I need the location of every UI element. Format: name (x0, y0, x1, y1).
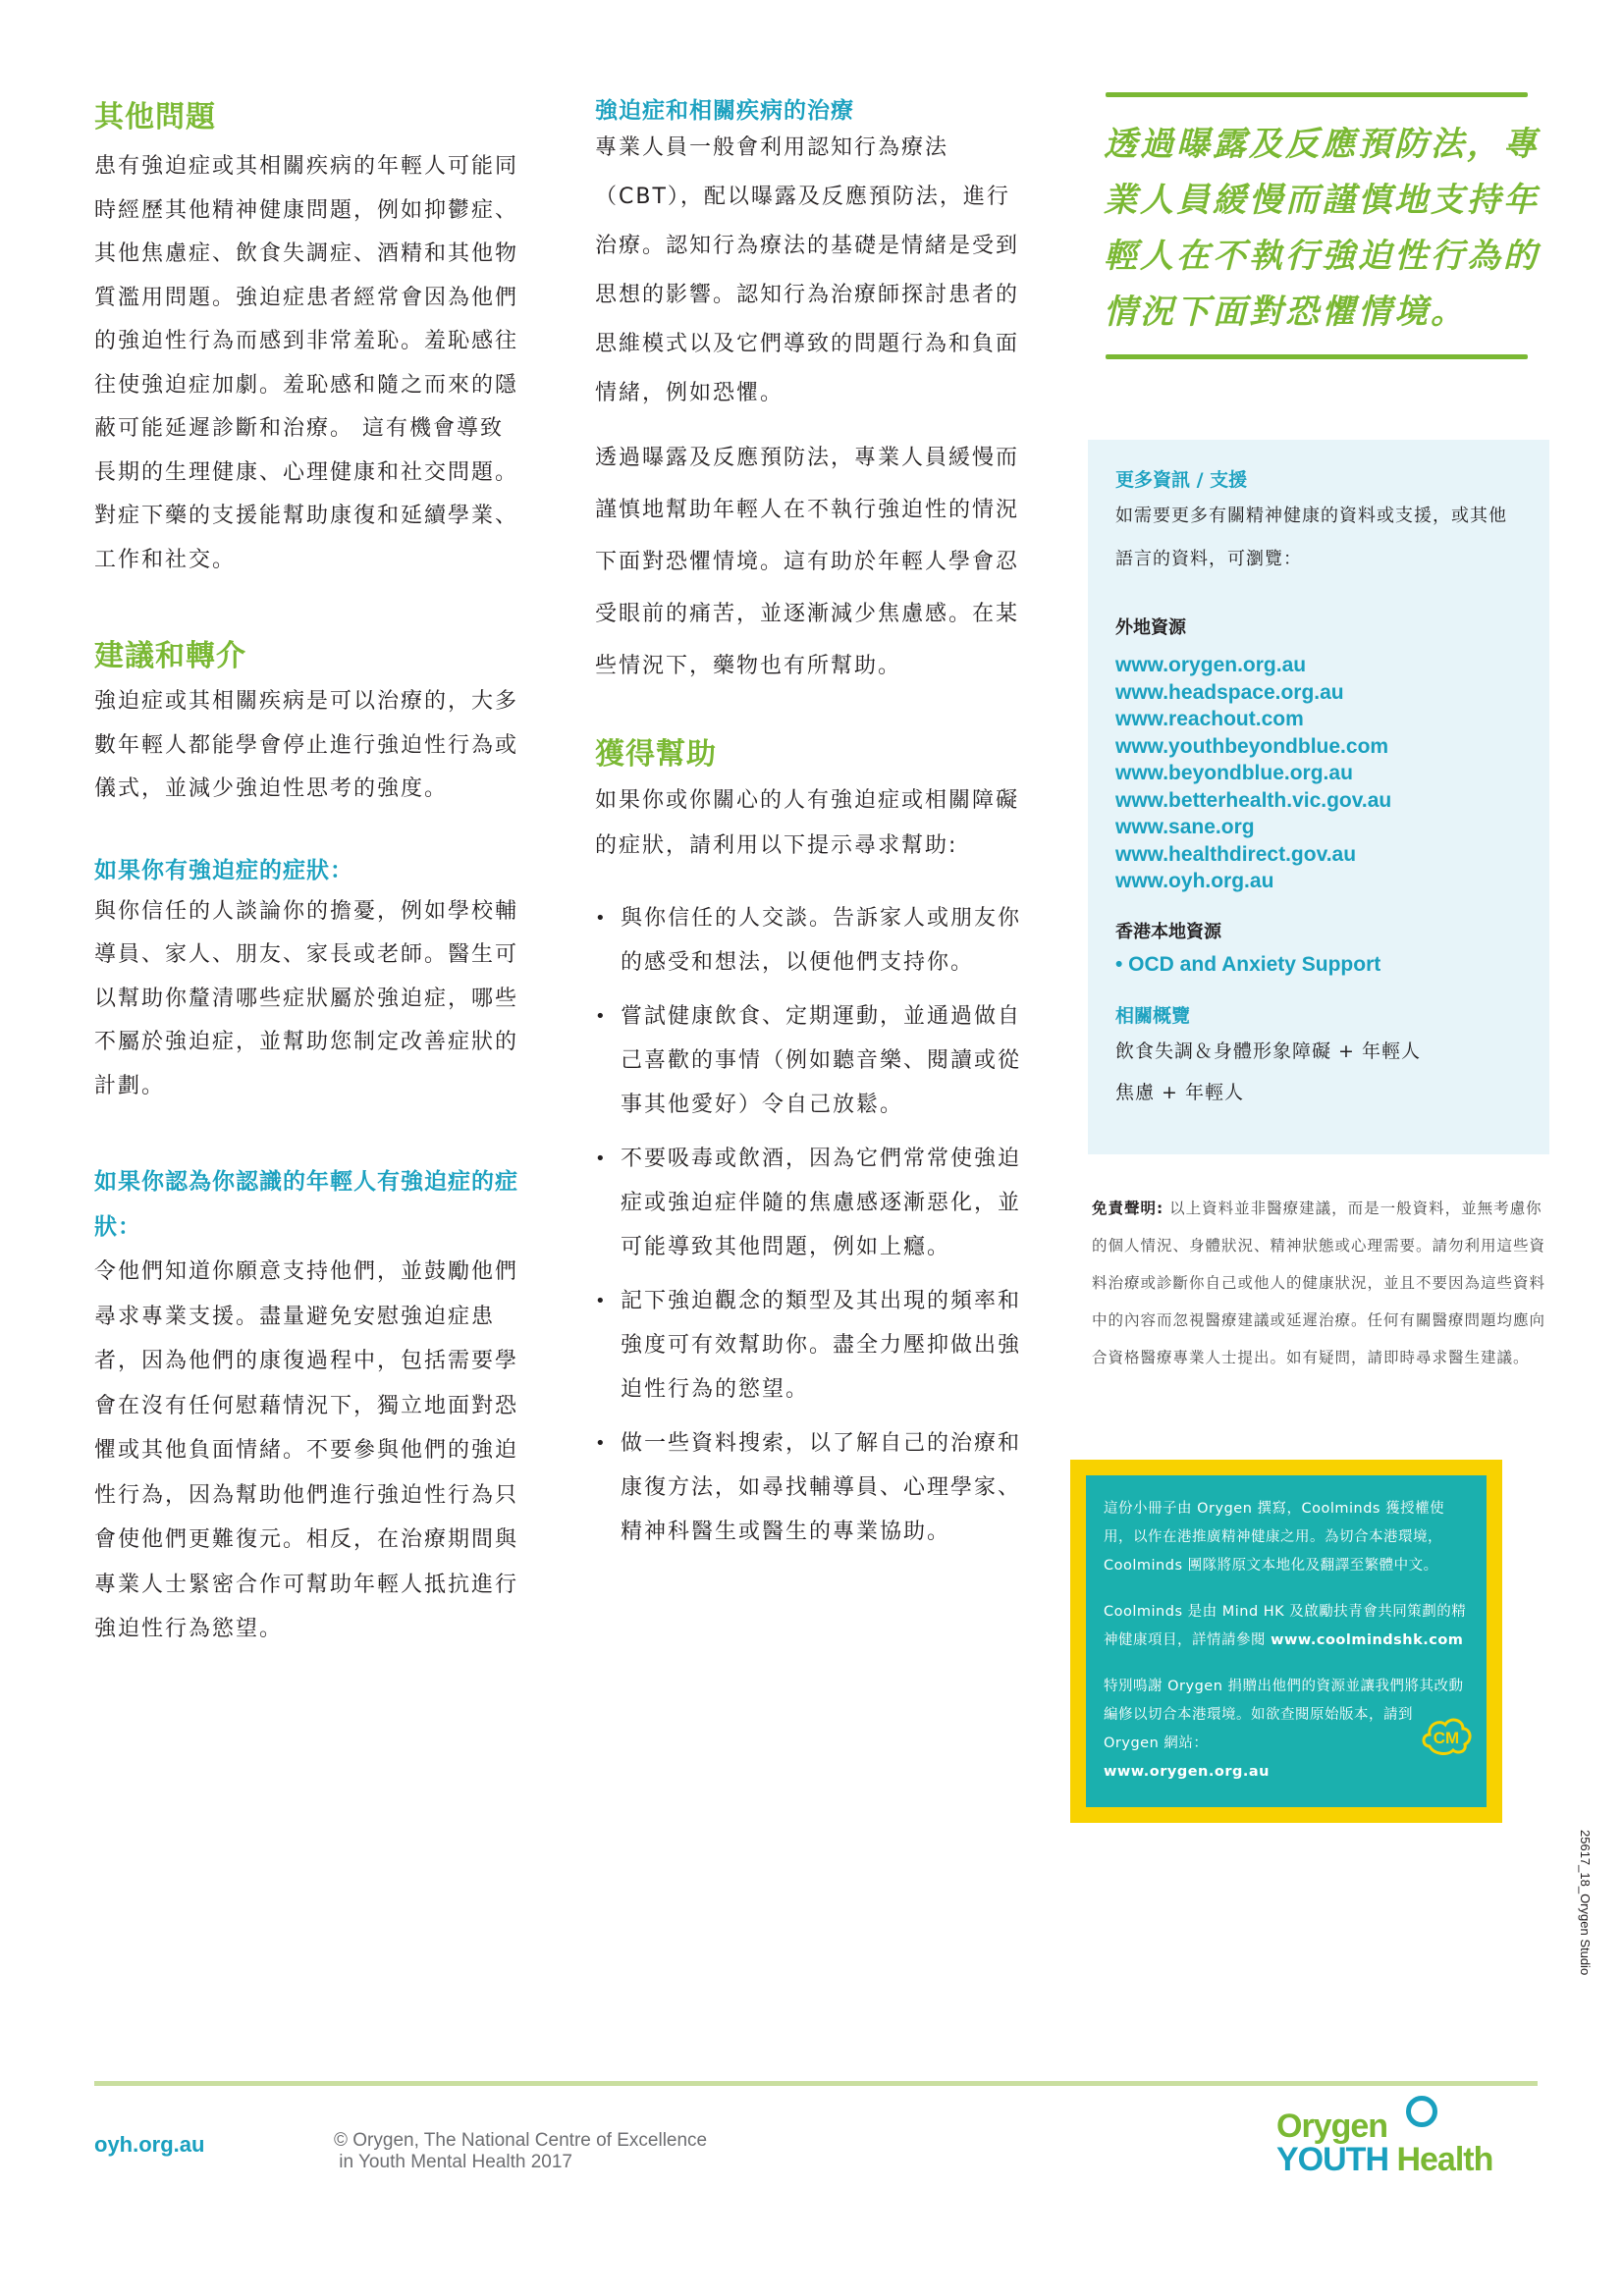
more-info-text: 如需要更多有關精神健康的資料或支援，或其他語言的資料，可瀏覽： (1115, 506, 1507, 569)
column-middle (595, 94, 1027, 1564)
bullet-icon: • (595, 1291, 608, 1311)
footer-rule (94, 2081, 1538, 2086)
section-if-someone-you-know (94, 1159, 526, 1652)
credit-box (1070, 1460, 1502, 1823)
link-sane[interactable]: www.sane.org (1115, 816, 1255, 838)
bullet-icon: • (595, 1433, 608, 1454)
overseas-resources-heading: 外地資源 (1115, 617, 1186, 638)
link-youthbeyondblue[interactable]: www.youthbeyondblue.com (1115, 734, 1389, 758)
related-overviews-heading: 相關概覽 (1115, 1004, 1191, 1027)
section-advice-referral (94, 633, 526, 812)
bullet-icon: • (595, 1148, 608, 1169)
paragraph-if-you-have: 與你信任的人談論你的擔憂，例如學校輔導員、家人、朋友、家長或老師。醫生可以幫助你釐清哪些症狀屬於強迫症，哪些不屬於強迫症，並幫助您制定改善症狀的計劃。 (94, 898, 519, 1098)
logo-ring-icon (1406, 2096, 1437, 2127)
link-reachout[interactable]: www.reachout.com (1115, 708, 1304, 730)
bullet-icon: • (595, 1006, 608, 1027)
pull-quote-rule-bottom (1106, 354, 1528, 359)
related-item-anxiety[interactable]: 焦慮 + 年輕人 (1115, 1081, 1244, 1103)
list-item: • 做一些資料搜索，以了解自己的治療和康復方法，如尋找輔導員、心理學家、精神科醫生或醫生的專業協助。 (595, 1421, 1027, 1554)
list-item: • 與你信任的人交談。告訴家人或朋友你的感受和想法，以便他們支持你。 (595, 896, 1027, 985)
heading-other-issues: 其他問題 (94, 100, 216, 134)
paragraph-advice-referral: 強迫症或其相關疾病是可以治療的，大多數年輕人都能學會停止進行強迫性行為或儀式，並減少強迫性思考的強度。 (94, 689, 519, 801)
svg-text:CM: CM (1433, 1729, 1460, 1747)
paragraph-treatment-2: 透過曝露及反應預防法，專業人員緩慢而謹慎地幫助年輕人在不執行強迫性的情況下面對恐懼情境。這有助於年輕人學會忍受眼前的痛苦，並逐漸減少焦慮感。在某些情況下，藥物也有所幫助。 (595, 446, 1020, 678)
disclaimer (1092, 1190, 1553, 1376)
link-coolminds[interactable]: www.coolmindshk.com (1271, 1632, 1464, 1648)
heading-if-you-have: 如果你有強迫症的症狀： (94, 857, 353, 883)
hk-resources-heading: 香港本地資源 (1115, 921, 1221, 942)
bullet-icon: • (595, 908, 608, 929)
orygen-youth-health-logo (1276, 2096, 1532, 2194)
column-left (94, 94, 526, 1652)
link-orygen[interactable]: www.orygen.org.au (1115, 654, 1307, 676)
paragraph-other-issues: 患有強迫症或其相關疾病的年輕人可能同時經歷其他精神健康問題，例如抑鬱症、其他焦慮症、飲食失調症、酒精和其他物質濫用問題。強迫症患者經常會因為他們的強迫性行為而感到非常羞恥。羞恥感往往使強迫症加劇。羞恥感和隨之而來的隱蔽可能延遲診斷和治療。 這有機會導致長期的生理健康、心理健康和社交問題。對症下藥的支援能幫助康復和延續學業、工作和社交。 (94, 154, 519, 572)
disclaimer-text: 以上資料並非醫療建議，而是一般資料，並無考慮你的個人情況、身體狀況、精神狀態或心理需要。請勿利用這些資料治療或診斷你自己或他人的健康狀況，並且不要因為這些資料中的內容而忽視醫療建議或延遲治療。任何有關醫療問題均應向合資格醫療專業人士提出。如有疑問，請即時尋求醫生建議。 (1092, 1200, 1546, 1366)
heading-advice-referral: 建議和轉介 (94, 639, 246, 673)
list-item: • 記下強迫觀念的類型及其出現的頻率和強度可有效幫助你。盡全力壓抑做出強迫性行為的慾望。 (595, 1279, 1027, 1412)
section-get-help (595, 731, 1027, 1554)
link-orygen-site[interactable]: www.orygen.org.au (1104, 1764, 1270, 1780)
footer-copyright: © Orygen, The National Centre of Excellence in Youth Mental Health 2017 (334, 2130, 708, 2172)
logo-youth-health-text: YOUTH Health (1276, 2141, 1493, 2178)
credit-box-inner (1086, 1475, 1487, 1807)
list-item: • 嘗試健康飲食、定期運動，並通過做自己喜歡的事情（例如聽音樂、閱讀或從事其他愛好）令自己放鬆。 (595, 994, 1027, 1127)
more-info-title: 更多資訊 / 支援 (1115, 469, 1248, 491)
link-oyh[interactable]: www.oyh.org.au (1115, 870, 1274, 892)
link-betterhealth[interactable]: www.betterhealth.vic.gov.au (1115, 788, 1392, 812)
section-if-you-have (94, 851, 526, 1109)
get-help-list (595, 896, 1027, 1554)
side-print-code: 25617_18_Orygen Studio (1578, 1830, 1593, 1976)
heading-if-someone-you-know: 如果你認為你認識的年輕人有強迫症的症狀： (94, 1169, 518, 1240)
heading-get-help: 獲得幫助 (595, 737, 717, 772)
link-healthdirect[interactable]: www.healthdirect.gov.au (1115, 842, 1357, 866)
paragraph-treatment-1: 專業人員一般會利用認知行為療法（CBT），配以曝露及反應預防法，進行治療。認知行為療法的基礎是情緒是受到思想的影響。認知行為治療師探討患者的思維模式以及它們導致的問題行為和負面情緒，例如恐懼。 (595, 135, 1020, 405)
related-item-eating-disorders[interactable]: 飲食失調＆身體形象障礙 + 年輕人 (1115, 1040, 1421, 1062)
section-treatment (595, 94, 1027, 692)
link-headspace[interactable]: www.headspace.org.au (1115, 680, 1344, 704)
column-right (1088, 92, 1551, 359)
overseas-links (1115, 652, 1522, 895)
credit-paragraph-2: Coolminds 是由 Mind HK 及啟勵扶青會共同策劃的精神健康項目，詳情請參閱 www.coolmindshk.com (1104, 1604, 1467, 1648)
section-other-issues (94, 94, 526, 582)
paragraph-get-help-intro: 如果你或你關心的人有強迫症或相關障礙的症狀，請利用以下提示尋求幫助: (595, 788, 1020, 858)
coolminds-logo-icon (1420, 1713, 1473, 1756)
footer-url-link[interactable]: oyh.org.au (94, 2132, 205, 2157)
paragraph-if-someone-you-know: 令他們知道你願意支持他們，並鼓勵他們尋求專業支援。盡量避免安慰強迫症患者，因為他們的康復過程中，包括需要學會在沒有任何慰藉情況下，獨立地面對恐懼或其他負面情緒。不要參與他們的強迫性行為，因為幫助他們進行強迫性行為只會使他們更難復元。相反，在治療期間與專業人士緊密合作可幫助年輕人抵抗進行強迫性行為慾望。 (94, 1259, 519, 1641)
disclaimer-label: 免責聲明: (1092, 1200, 1164, 1217)
logo-orygen-text: Orygen (1276, 2108, 1388, 2145)
link-ocd-anxiety-support[interactable]: • OCD and Anxiety Support (1115, 952, 1381, 976)
credit-paragraph-3: 特別鳴謝 Orygen 捐贈出他們的資源並讓我們將其改動編修以切合本港環境。如欲查閱原始版本，請到 Orygen 網站： www.orygen.org.au (1104, 1679, 1464, 1780)
credit-paragraph-1: 這份小冊子由 Orygen 撰寫，Coolminds 獲授權使用，以作在港推廣精神健康之用。為切合本港環境，Coolminds 團隊將原文本地化及翻譯至繁體中文。 (1104, 1501, 1445, 1574)
more-info-box (1088, 440, 1549, 1154)
heading-treatment: 強迫症和相關疾病的治療 (595, 98, 854, 124)
list-item: • 不要吸毒或飲酒，因為它們常常使強迫症或強迫症伴隨的焦慮感逐漸惡化，並可能導致其他問題，例如上癮。 (595, 1137, 1027, 1269)
link-beyondblue[interactable]: www.beyondblue.org.au (1115, 762, 1353, 784)
pull-quote: 透過曝露及反應預防法，專業人員緩慢而謹慎地支持年輕人在不執行強迫性行為的情況下面對恐懼情境。 (1104, 125, 1540, 332)
